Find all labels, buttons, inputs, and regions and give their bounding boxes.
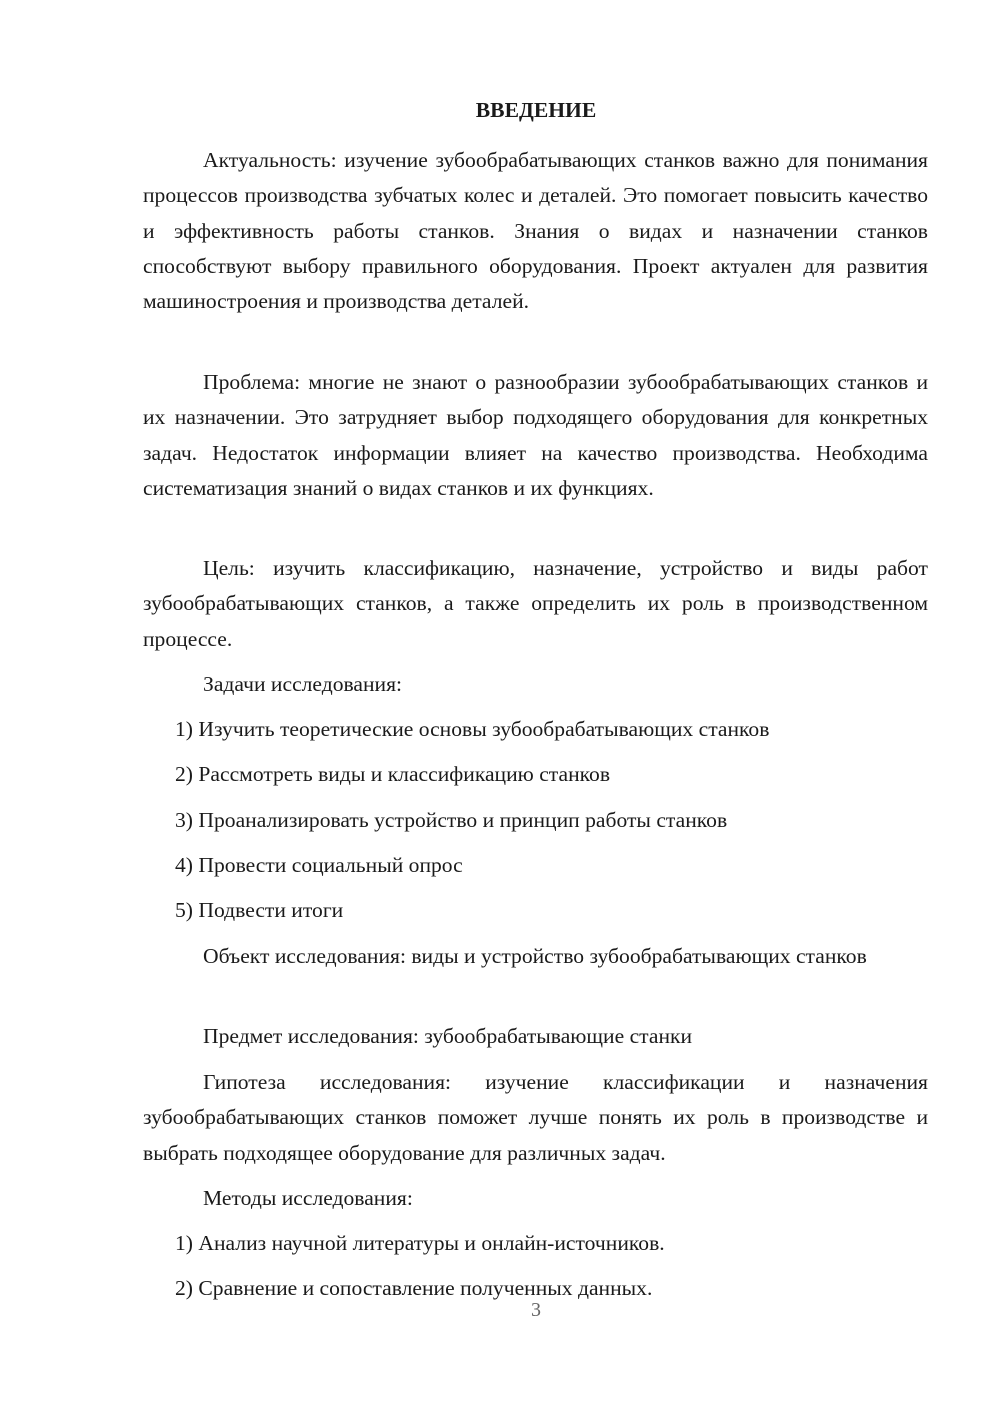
task-item: 5) Подвести итоги — [175, 898, 344, 922]
tasks-heading: Задачи исследования: — [203, 672, 403, 696]
relevance-paragraph: Актуальность: изучение зубообрабатывающих станков важно для понимания процессов производства зубчатых колес и деталей. Это помогает повысить качество и эффективность работы станков. Знания о видах и назначении станков способствуют выбору правильного оборудования. Проект актуален для развития машиностроения и производства деталей. — [143, 148, 928, 314]
task-item: 1) Изучить теоретические основы зубообрабатывающих станков — [175, 717, 770, 741]
problem-paragraph: Проблема: многие не знают о разнообразии зубообрабатывающих станков и их назначении. Это затрудняет выбор подходящего оборудования для конкретных задач. Недостаток информации влияет на качество производства. Необходима систематизация знаний о видах станков и их функциях. — [143, 370, 928, 500]
hypothesis-paragraph: Гипотеза исследования: изучение классификации и назначения зубообрабатывающих станков поможет лучше понять их роль в производстве и выбрать подходящее оборудование для различных задач. — [143, 1070, 928, 1165]
goal-paragraph: Цель: изучить классификацию, назначение, устройство и виды работ зубообрабатывающих станков, а также определить их роль в производственном процессе. — [143, 556, 928, 651]
method-item: 1) Анализ научной литературы и онлайн-источников. — [175, 1231, 665, 1255]
task-item: 3) Проанализировать устройство и принцип работы станков — [175, 808, 728, 832]
method-item: 2) Сравнение и сопоставление полученных данных. — [175, 1276, 653, 1300]
task-item: 2) Рассмотреть виды и классификацию станков — [175, 762, 611, 786]
subject-line: Предмет исследования: зубообрабатывающие станки — [203, 1024, 693, 1048]
methods-heading: Методы исследования: — [203, 1186, 413, 1210]
page-number: 3 — [531, 1299, 541, 1321]
object-paragraph: Объект исследования: виды и устройство зубообрабатывающих станков — [203, 944, 867, 968]
page-title: ВВЕДЕНИЕ — [475, 98, 597, 122]
task-item: 4) Провести социальный опрос — [175, 853, 463, 877]
